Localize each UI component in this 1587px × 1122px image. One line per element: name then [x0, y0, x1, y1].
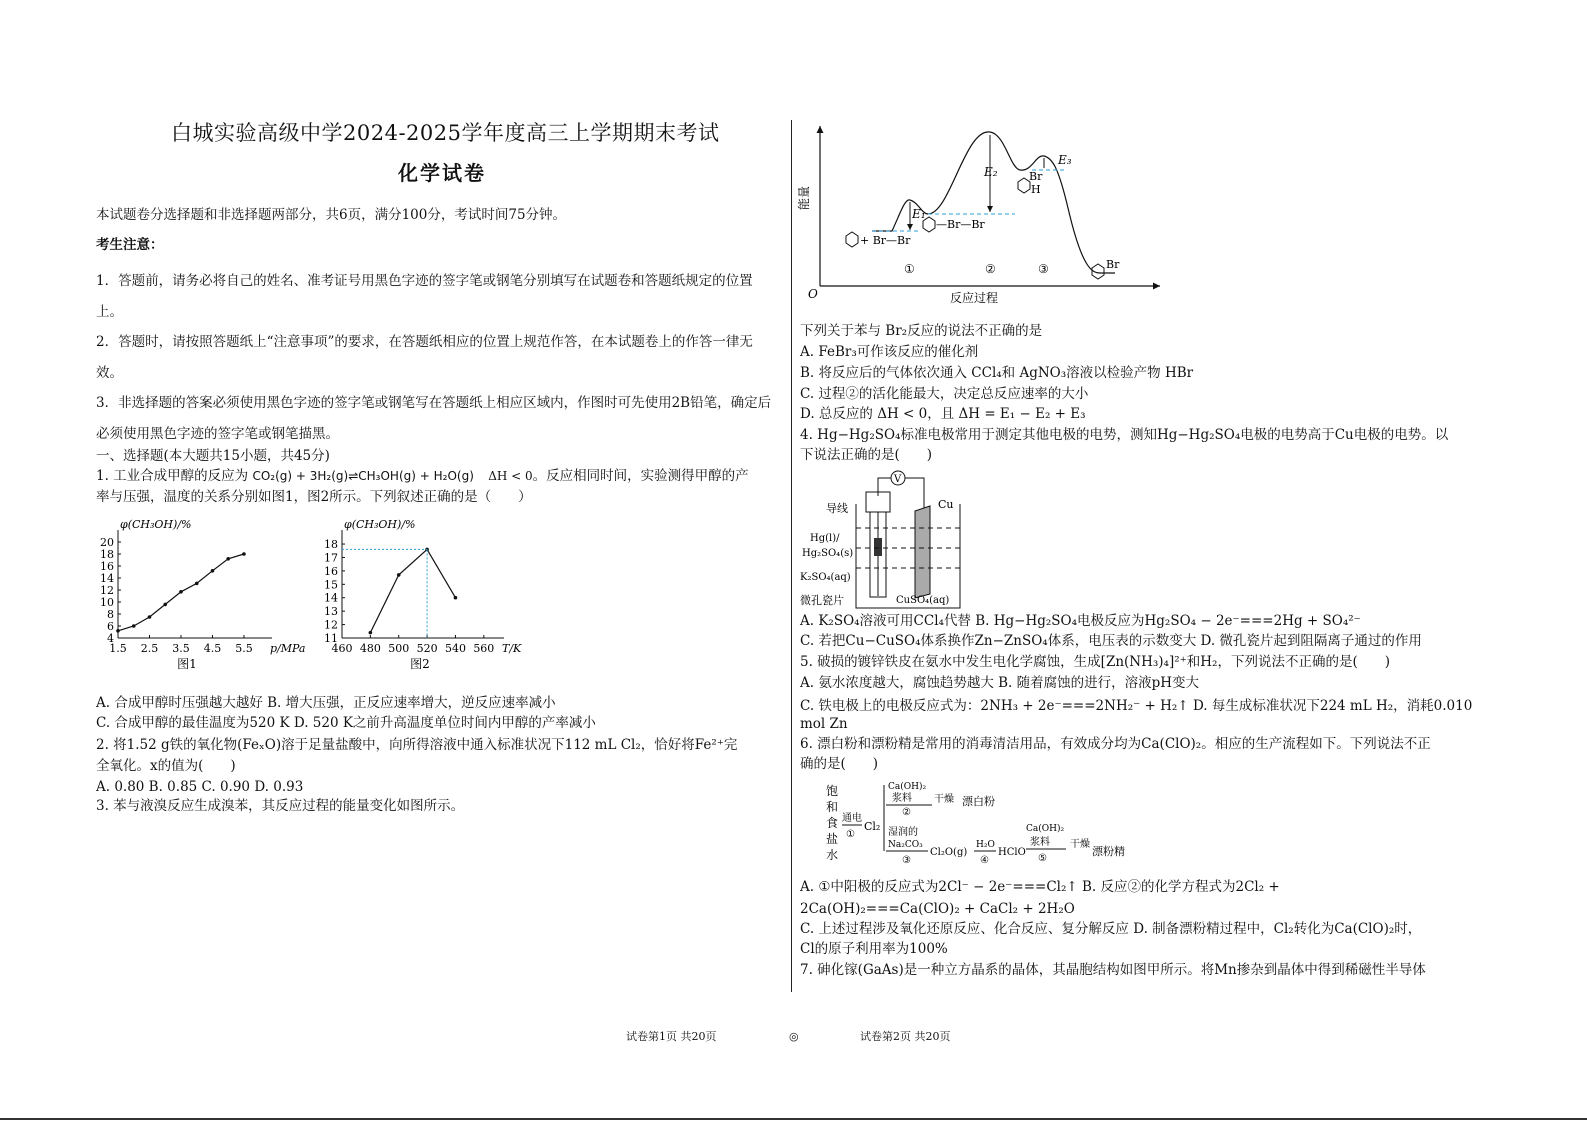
- q1-equation: CO₂(g) + 3H₂(g)⇌CH₃OH(g) + H₂O(g): [252, 469, 474, 483]
- fig2-xtick-label: 460: [331, 642, 353, 655]
- exam-intro: 本试题卷分选择题和非选择题两部分，共6页，满分100分，考试时间75分钟。: [96, 207, 567, 223]
- q5-options-cd-cont: mol Zn: [800, 716, 848, 732]
- electrode-figure: [800, 466, 975, 612]
- q4-stem-line2: 下说法正确的是( ): [800, 447, 933, 463]
- fig2-point: [397, 573, 401, 577]
- hg2so4-label: Hg₂SO₄(s): [802, 548, 854, 559]
- q4-options-cd: C. 若把Cu−CuSO₄体系换作Zn−ZnSO₄体系，电压表的示数变大 D. 微孔瓷片起到阻隔离子通过的作用: [800, 633, 1422, 649]
- q5-options-ab: A. 氨水浓度越大，腐蚀趋势越大 B. 随着腐蚀的进行，溶液pH变大: [800, 675, 1200, 691]
- sigma-br-label: Br: [1029, 170, 1043, 183]
- energy-curve: [872, 132, 1115, 273]
- q6-stem-line1: 6. 漂白粉和漂粉精是常用的消毒清洁用品，有效成分均为Ca(ClO)₂。相应的生产流程如下。下列说法不正: [800, 736, 1431, 752]
- cuso4-label: CuSO₄(aq): [896, 595, 950, 606]
- chart-energy-diagram: [797, 118, 1180, 310]
- flow-cl2: Cl₂: [864, 820, 881, 833]
- q3-option-d: D. 总反应的 ΔH < 0，且 ΔH = E₁ − E₂ + E₃: [800, 406, 1086, 422]
- q4-stem-line1: 4. Hg−Hg₂SO₄标准电极常用于测定其他电极的电势，测知Hg−Hg₂SO₄电极的电势高于Cu电极的电势。以: [800, 427, 1449, 443]
- fig2-ylabel: φ(CH₃OH)/%: [344, 518, 416, 531]
- fig1-title: 图1: [177, 657, 197, 671]
- flow-step1: ①: [846, 829, 855, 840]
- energy-reactant-label: + Br—Br: [860, 234, 911, 247]
- q3-option-a: A. FeBr₃可作该反应的催化剂: [800, 344, 979, 360]
- fig2-ytick-label: 14: [324, 591, 338, 605]
- q4-options-ab: A. K₂SO₄溶液可用CCl₄代替 B. Hg−Hg₂SO₄电极反应为Hg₂SO₄ − 2e⁻===2Hg + SO₄²⁻: [800, 613, 1361, 629]
- notice-2: 2．答题时，请按照答题纸上“注意事项”的要求，在答题纸相应的位置上规范作答，在本试题卷上的作答一律无效。: [96, 334, 753, 381]
- q1-stem-b: 。反应相同时间，实验测得甲醇的产: [532, 468, 749, 484]
- fig1-point: [242, 552, 246, 556]
- fig1-ytick-label: 8: [107, 608, 114, 621]
- brine-char-1: 饱: [826, 784, 839, 798]
- brine-char-2: 和: [826, 800, 839, 814]
- fig2-ytick-label: 18: [324, 538, 338, 552]
- q1-dh: ΔH < 0: [488, 469, 533, 483]
- flow-bleach2: 漂粉精: [1092, 845, 1125, 858]
- q5-options-cd: C. 铁电极上的电极反应式为：2NH₃ + 2e⁻===2NH₂⁻ + H₂↑ D. 每生成标准状况下224 mL H₂，消耗0.010: [800, 698, 1473, 714]
- fig1-point: [226, 557, 230, 561]
- notice-3: 3．非选择题的答案必须使用黑色字迹的签字笔或钢笔写在答题纸上相应区域内，作图时可先使用2B铅笔，确定后必须使用黑色字迹的签字笔或钢笔描黑。: [96, 395, 772, 442]
- q1-options-ab: A. 合成甲醇时压强越大越好 B. 增大压强，正反应速率增大，逆反应速率减小: [96, 695, 556, 711]
- flow-caoh2: Ca(OH)₂: [1026, 824, 1065, 834]
- fig2-ytick-label: 15: [324, 578, 338, 592]
- brine-char-3: 食: [826, 816, 839, 830]
- q3-question: 下列关于苯与 Br₂反应的说法不正确的是: [800, 323, 1043, 339]
- flow-cl2o: Cl₂O(g): [930, 847, 968, 858]
- q6-stem-line2: 确的是( ): [800, 756, 879, 772]
- fig1-ytick-label: 12: [100, 584, 114, 597]
- fig1-ytick-label: 4: [107, 632, 114, 645]
- exam-subtitle: 化学试卷: [398, 161, 486, 185]
- fig2-ytick-label: 17: [324, 551, 338, 565]
- fig1-ytick-label: 18: [100, 548, 114, 561]
- fig1-point: [148, 615, 152, 619]
- fig2-point: [454, 596, 458, 600]
- fig2-point: [369, 631, 373, 635]
- k2so4-label: K₂SO₄(aq): [800, 572, 851, 583]
- benzene-icon-reactant: [846, 232, 858, 247]
- fig1-ytick-label: 6: [107, 620, 114, 633]
- q6-options-cd: C. 上述过程涉及氧化还原反应、化合反应、复分解反应 D. 制备漂粉精过程中，Cl₂转化为Ca(ClO)₂时，: [800, 921, 1422, 937]
- fig1-xtick-label: 3.5: [172, 642, 190, 655]
- e1-label: E₁: [912, 207, 926, 221]
- flow-diagram: [820, 775, 1140, 875]
- fig1-point: [179, 590, 183, 594]
- flow-bleach: 漂白粉: [962, 795, 995, 808]
- fig1-xlabel: p/MPa: [270, 642, 306, 655]
- energy-origin: O: [808, 287, 818, 301]
- flow-slurry2: 浆料: [1030, 837, 1050, 848]
- flow-step4: ④: [980, 855, 989, 866]
- flow-elec: 通电: [842, 813, 862, 824]
- fig2-ytick-label: 13: [324, 605, 338, 619]
- porous-label: 微孔瓷片: [800, 594, 844, 607]
- flow-step3: ③: [902, 855, 911, 866]
- step-2-label: ②: [985, 262, 996, 276]
- cu-plate: [915, 506, 930, 598]
- fig2-series-line: [370, 549, 455, 632]
- fig1-point: [211, 569, 215, 573]
- fig2-title: 图2: [410, 657, 430, 671]
- q5-stem: 5. 破损的镀锌铁皮在氨水中发生电化学腐蚀，生成[Zn(NH₃)₄]²⁺和H₂，下列说法不正确的是( ): [800, 654, 1390, 670]
- fig1-xtick-label: 4.5: [203, 642, 222, 655]
- e2-label: E₂: [984, 165, 998, 179]
- flow-na2co3: Na₂CO₃: [888, 840, 923, 850]
- fig2-xtick-label: 540: [444, 642, 466, 655]
- step-3-label: ③: [1038, 262, 1049, 276]
- column-divider: [791, 120, 792, 992]
- q2-stem-line1: 2. 将1.52 g铁的氧化物(FeₓO)溶于足量盐酸中，向所得溶液中通入标准状况下112 mL Cl₂，恰好将Fe²⁺完: [96, 737, 738, 753]
- fig2-xlabel: T/K: [502, 642, 522, 655]
- fig2-ytick-label: 12: [324, 618, 338, 632]
- footer-page-right: 试卷第2页 共20页: [860, 1030, 951, 1043]
- chart-fig2: [318, 514, 523, 680]
- q3-option-c: C. 过程②的活化能最大，决定总反应速率的大小: [800, 386, 1089, 402]
- fig1-ytick-label: 16: [100, 560, 114, 573]
- q1-options-cd: C. 合成甲醇的最佳温度为520 K D. 520 K之前升高温度单位时间内甲醇的产率减小: [96, 715, 596, 731]
- fig1-point: [163, 603, 167, 607]
- q2-options: A. 0.80 B. 0.85 C. 0.90 D. 0.93: [96, 779, 304, 795]
- fig1-ylabel: φ(CH₃OH)/%: [120, 518, 192, 531]
- footer-page-left: 试卷第1页 共20页: [626, 1030, 717, 1043]
- q6-options-ab-cont: 2Ca(OH)₂===Ca(ClO)₂ + CaCl₂ + 2H₂O: [800, 901, 1075, 917]
- flow-h2o: H₂O: [976, 840, 995, 850]
- chart-fig1: [96, 514, 306, 680]
- energy-ylabel: 能量: [797, 185, 811, 210]
- voltmeter-label: V: [894, 474, 902, 485]
- brine-char-5: 水: [826, 848, 839, 862]
- flow-wet: 湿润的: [888, 827, 918, 838]
- flow-slurry: 浆料: [892, 793, 912, 804]
- flow-dry: 干燥: [934, 794, 954, 805]
- energy-intermediate-label: —Br—Br: [936, 218, 985, 231]
- fig1-xtick-label: 1.5: [109, 642, 127, 655]
- e3-label: E₃: [1058, 153, 1072, 167]
- fig1-point: [195, 582, 199, 586]
- fig1-point: [132, 624, 136, 628]
- sigma-h-label: H: [1031, 183, 1041, 196]
- benzene-icon-intermediate: [923, 217, 935, 232]
- q3-stem: 3. 苯与液溴反应生成溴苯，其反应过程的能量变化如图所示。: [96, 798, 465, 814]
- fig1-ytick-label: 20: [100, 536, 114, 549]
- energy-product-label: Br: [1106, 258, 1120, 271]
- brine-char-4: 盐: [826, 832, 839, 846]
- flow-step2: ②: [902, 807, 911, 818]
- energy-xlabel: 反应过程: [950, 291, 999, 305]
- beaker: [856, 504, 960, 608]
- fig2-xtick-label: 500: [388, 642, 410, 655]
- q2-stem-line2: 全氧化。x的值为( ): [96, 758, 236, 774]
- fig1-point: [116, 629, 120, 633]
- step-1-label: ①: [904, 262, 915, 276]
- fig2-xtick-label: 560: [473, 642, 495, 655]
- fig1-xtick-label: 2.5: [140, 642, 159, 655]
- flow-dry2: 干燥: [1070, 839, 1090, 850]
- fig1-ytick-label: 10: [100, 596, 114, 609]
- fig1-xtick-label: 5.5: [235, 642, 253, 655]
- flow-caoh-top: Ca(OH)₂: [888, 782, 927, 792]
- page-bottom-border: [0, 1118, 1587, 1120]
- flow-step5: ⑤: [1038, 853, 1047, 864]
- fig1-ytick-label: 14: [100, 572, 114, 585]
- section-heading: 一、选择题(本大题共15小题，共45分): [96, 448, 330, 464]
- fig2-ytick-label: 16: [324, 564, 338, 578]
- q1-stem-line2: 率与压强，温度的关系分别如图1，图2所示。下列叙述正确的是（ ）: [96, 489, 532, 505]
- notice-title: 考生注意：: [96, 237, 164, 253]
- cu-label: Cu: [938, 498, 954, 511]
- flow-hclo: HClO: [998, 847, 1026, 858]
- hg-label: Hg(l)/: [810, 533, 840, 544]
- fig2-xtick-label: 480: [359, 642, 381, 655]
- q3-option-b: B. 将反应后的气体依次通入 CCl₄和 AgNO₃溶液以检验产物 HBr: [800, 365, 1194, 381]
- fig2-xtick-label: 520: [416, 642, 438, 655]
- notice-1: 1．答题前，请务必将自己的姓名、准考证号用黑色字迹的签字笔或钢笔分别填写在试题卷和答题纸规定的位置上。: [96, 273, 753, 320]
- q6-options-ab: A. ①中阳极的反应式为2Cl⁻ − 2e⁻===Cl₂↑ B. 反应②的化学方程式为2Cl₂ +: [800, 879, 1280, 895]
- exam-title: 白城实验高级中学2024-2025学年度高三上学期期末考试: [171, 121, 720, 145]
- wire-label: 导线: [826, 502, 848, 515]
- q1-stem-line1: [96, 467, 749, 485]
- footer-separator: ◎: [789, 1030, 799, 1043]
- q7-stem: 7. 砷化镓(GaAs)是一种立方晶系的晶体，其晶胞结构如图甲所示。将Mn掺杂到晶体中得到稀磁性半导体: [800, 962, 1426, 978]
- fig2-ytick-label: 11: [324, 632, 338, 645]
- q1-stem-a: 1. 工业合成甲醇的反应为: [96, 468, 249, 484]
- q6-options-cd-cont: Cl的原子利用率为100%: [800, 941, 948, 957]
